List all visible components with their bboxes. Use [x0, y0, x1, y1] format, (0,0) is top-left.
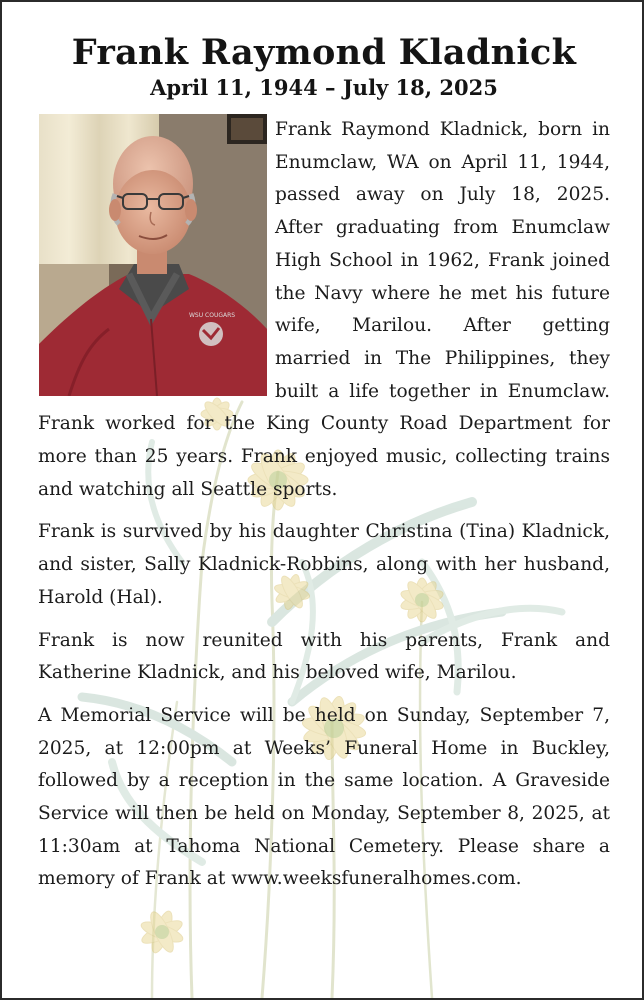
obituary-paragraph-4: A Memorial Service will be held on Sunday, September 7, 2025, at 12:00pm at Weeks’ Funeral Home in Buckley, followed by a reception in the same location. A Graveside Service will then be held on Monday, September 8, 2025, at 11:30am at Tahoma National Cemetery. Please share a memory of Frank at www.weeksfuneralhomes.com. [38, 704, 610, 890]
obituary-paragraph-3: Frank is now reunited with his parents, Frank and Katherine Kladnick, and his beloved wife, Marilou. [38, 629, 610, 684]
obituary-paragraph-1: Frank Raymond Kladnick, born in Enumclaw, WA on April 11, 1944, passed away on July 18, 2025. After graduating from Enumclaw High School in 1962, Frank joined the Navy where he met his future wife, Marilou. After getting married in The Philippines, they built a life together in Enumclaw. Frank worked for the King County Road Department for more than 25 years. Frank enjoyed music, collecting trains and watching all Seattle sports. [38, 119, 610, 500]
obituary-paragraph-2: Frank is survived by his daughter Christina (Tina) Kladnick, and sister, Sally Kladnick-Robbins, along with her husband, Harold (Hal). [38, 521, 610, 608]
jacket-logo-text: WSU COUGARS [189, 312, 236, 319]
life-dates: April 11, 1944 – July 18, 2025 [150, 75, 498, 100]
obituary-content [38, 32, 610, 906]
deceased-name: Frank Raymond Kladnick [71, 32, 577, 73]
